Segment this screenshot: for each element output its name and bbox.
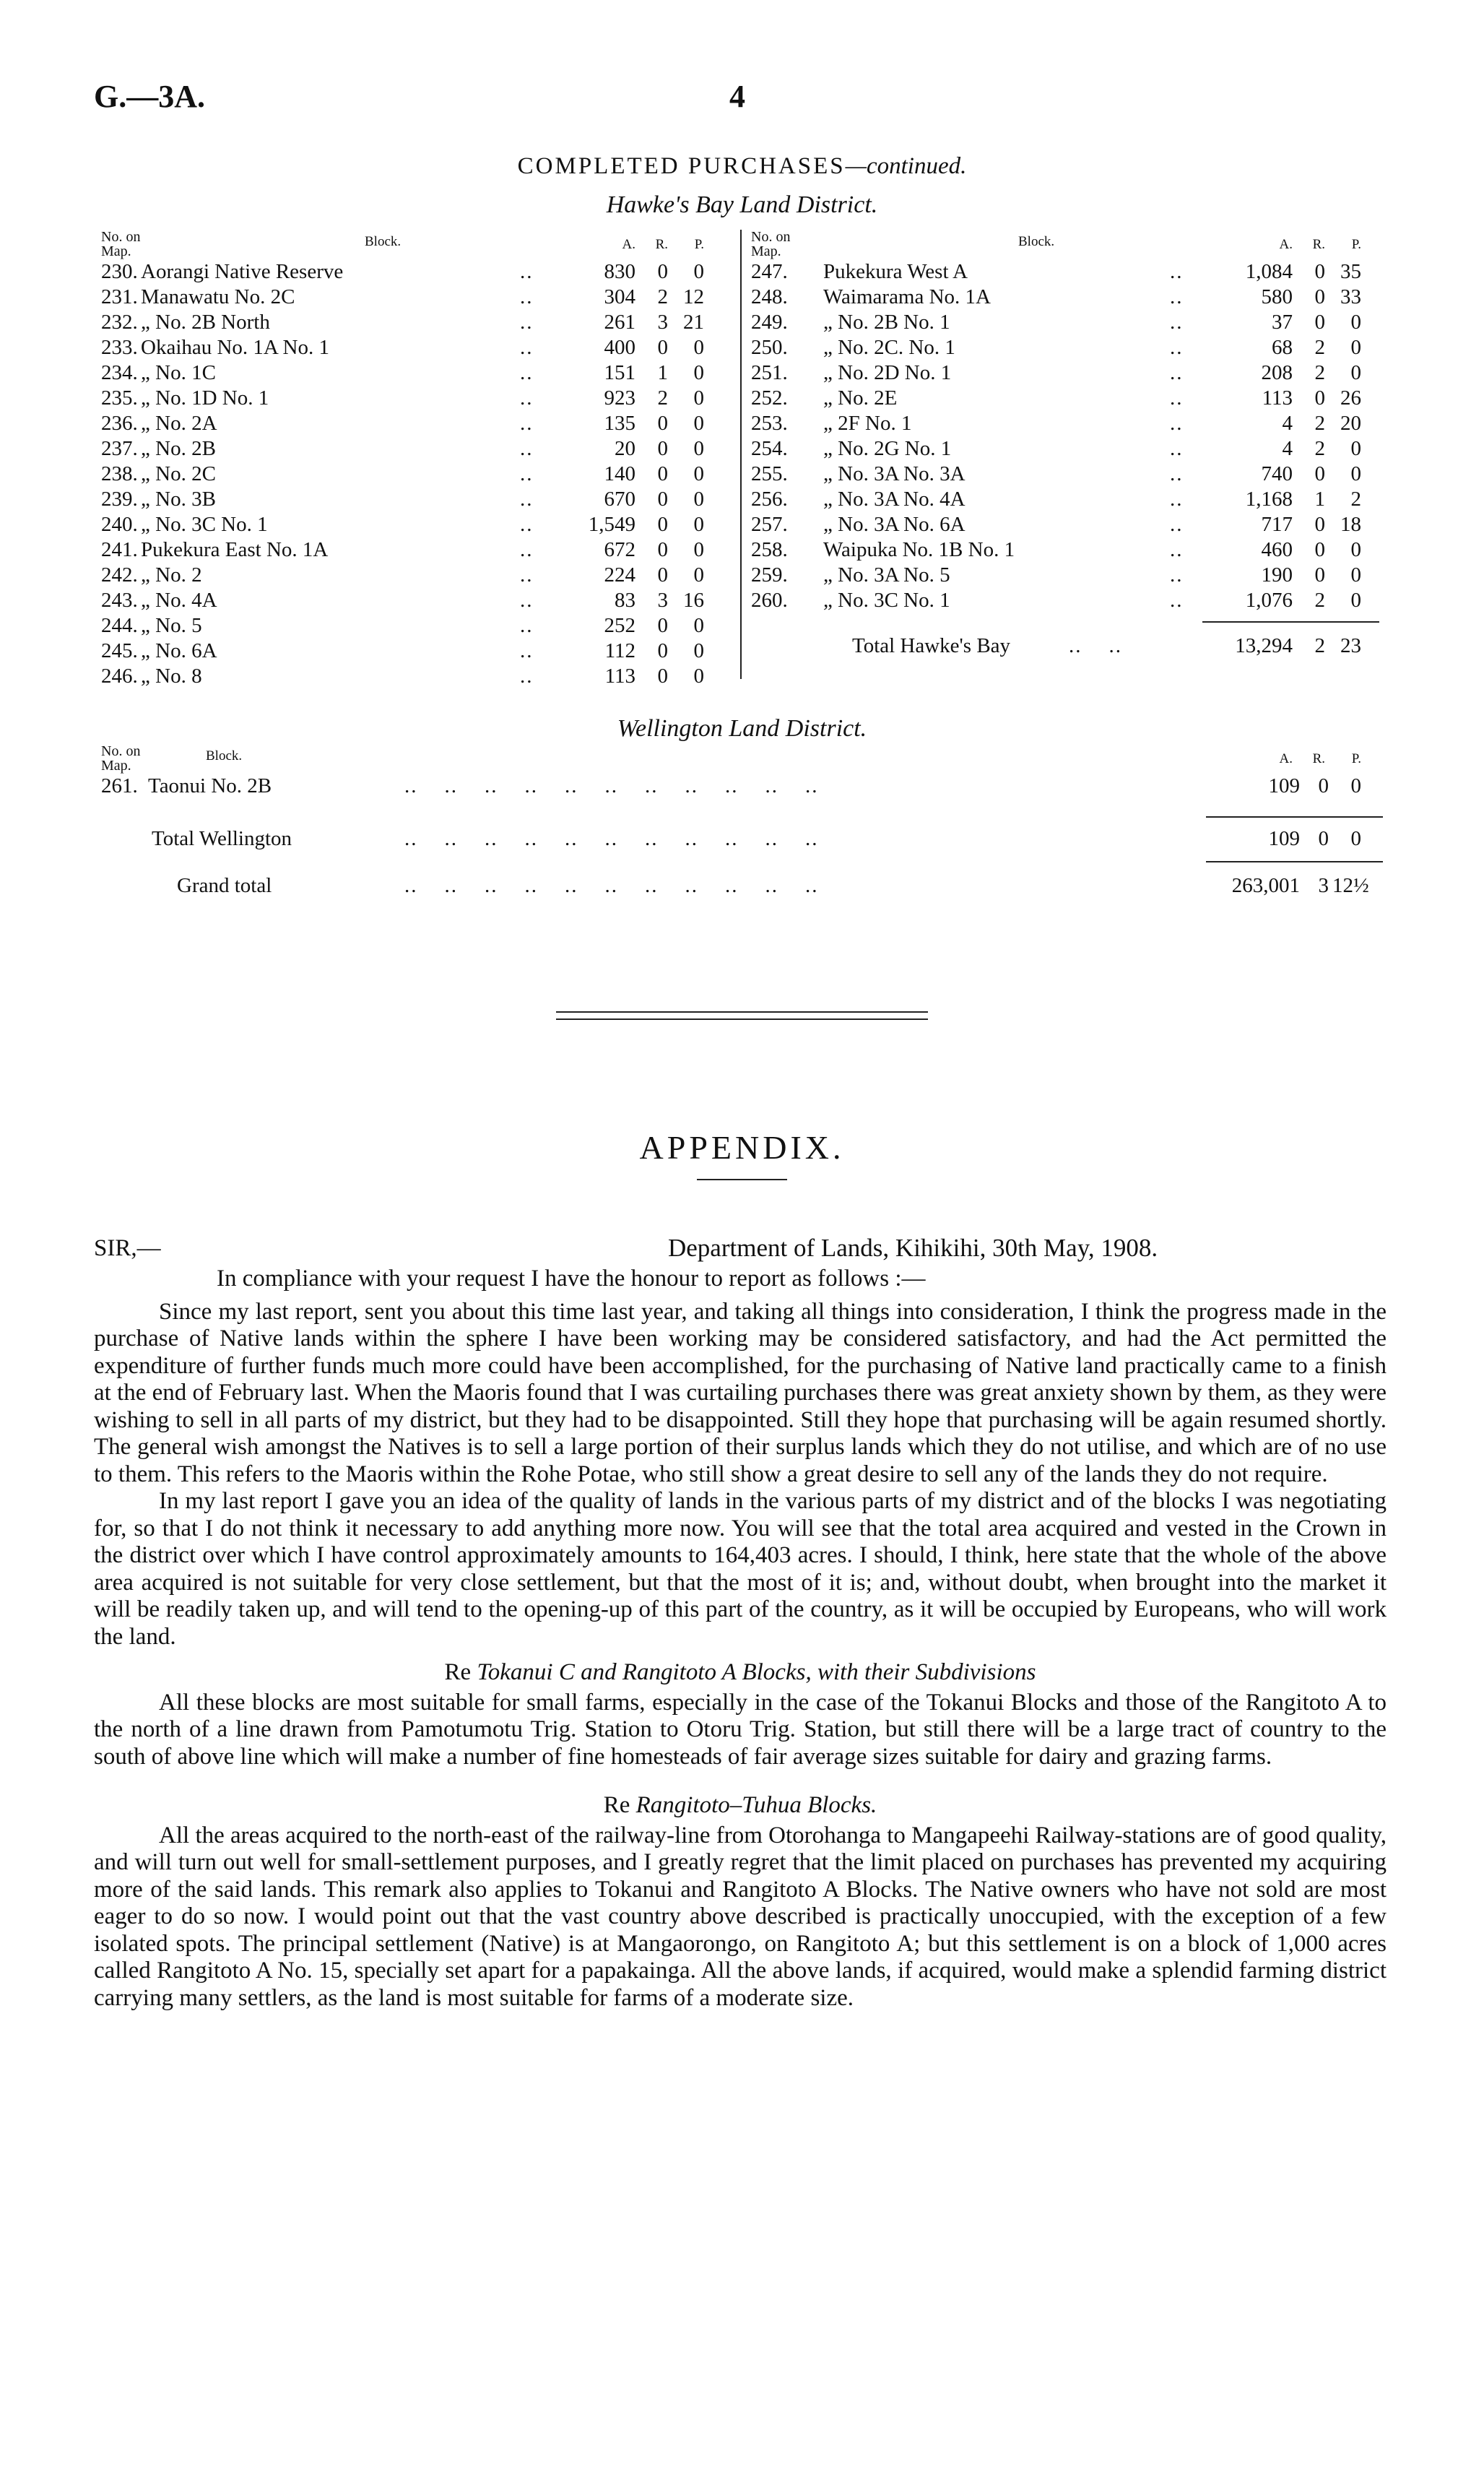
acres: 580 [1261,285,1293,308]
paragraph-1: Since my last report, sent you about this time last year, and taking all things into consideration, I think the progress made in the purchase of Native lands within the sphere I have been working may be considered satisfactory, and had the Act permitted the expenditure of further funds much more could have been accomplished, for the purchasing of Native land practically came to a finish at the end of February last. When the Maoris found that I was curtailing purchases there was great anxiety shown by them, as they were wishing to sell in all parts of my district, but they had to be disappointed. Still they hope that purchasing will be again resumed shortly. The general wish amongst the Natives is to sell a large portion of their surplus lands which they do not utilise, and which are of no use to them. This refers to the Maoris within the Rohe Potae, who still show a great desire to sell any of the lands they do not require. [94,1298,1387,1487]
leader-dots: .. [520,488,534,511]
block-name: „ No. 2B [141,437,216,460]
header-block: Block. [1018,234,1055,249]
page-number: 4 [729,79,745,114]
table-row [751,513,1387,538]
roods: 0 [657,538,668,561]
table-header [751,230,1387,260]
header-perches: P. [1351,237,1361,252]
roods: 1 [1314,488,1325,511]
perches: 0 [1350,311,1361,334]
block-name: „ No. 3A No. 5 [823,563,950,587]
table-row [751,361,1387,386]
acres: 112 [604,639,635,662]
block-name: „ No. 6A [141,639,217,662]
acres: 1,076 [1245,589,1293,612]
subheading-rangitoto-tuhua: Re Rangitoto–Tuhua Blocks. [603,1792,877,1818]
leader-dots: .. [1170,538,1184,561]
perches: 18 [1340,513,1361,536]
purchases-table-left [101,230,729,690]
district-title-hawkes-bay: Hawke's Bay Land District. [606,191,878,218]
purchases-table-right [751,229,1387,657]
perches: 0 [693,412,704,435]
leader-dots: .. [1170,488,1184,511]
map-number: 241. [101,538,138,561]
map-number: 237. [101,437,138,460]
block-name: „ No. 2C [141,462,216,485]
subheading-tokanui: Re Tokanui C and Rangitoto A Blocks, with their Subdivisions [444,1659,1036,1685]
map-number: 231. [101,285,138,308]
map-number: 248. [751,285,788,308]
acres: 140 [604,462,635,485]
block-name: Manawatu No. 2C [141,285,295,308]
header-acres: A. [622,237,635,252]
roods: 2 [1314,361,1325,384]
roods: 0 [657,462,668,485]
grand-total-roods: 3 [1318,874,1329,897]
table-row [101,437,729,462]
leader-dots: .. [520,538,534,561]
header-no-on-map: No. on Map. [101,229,141,259]
leader-dots: .. [520,513,534,536]
block-name: „ No. 2 [141,563,202,587]
leader-dots: .. [520,260,534,283]
header-no-on-map: No. on Map. [101,743,141,774]
perches: 0 [693,665,704,688]
table-row [751,437,1387,462]
block-name: „ 2F No. 1 [823,412,912,435]
leader-dots: .. [520,285,534,308]
total-perches: 23 [1340,634,1361,657]
block-name: „ No. 3A No. 6A [823,513,966,536]
table-row [101,336,729,361]
perches: 0 [693,614,704,637]
map-number: 255. [751,462,788,485]
acres: 109 [1268,774,1300,797]
header-block: Block. [365,234,402,249]
section-title-continued: —continued. [845,153,967,179]
header-acres: A. [1279,751,1293,766]
roods: 0 [657,563,668,587]
header-perches: P. [1351,751,1361,766]
total-acres: 13,294 [1235,634,1293,657]
acres: 113 [1262,386,1293,410]
table-row [751,488,1387,513]
map-number: 254. [751,437,788,460]
roods: 3 [657,589,668,612]
paragraph-3: All these blocks are most suitable for small farms, especially in the case of the Tokanui Blocks and those of the Rangitoto A to the north of a line drawn from Pamotumotu Trig. Station to Otoru Trig. Station, but still there will be a large tract of country to the south of above line which will make a number of fine homesteads of fair average sizes suitable for dairy and grazing farms. [94,1689,1387,1770]
roods: 0 [657,488,668,511]
perches: 0 [1350,336,1361,359]
leader-dots: .. [520,412,534,435]
roods: 0 [1314,538,1325,561]
acres: 400 [604,336,635,359]
perches: 35 [1340,260,1361,283]
map-number: 251. [751,361,788,384]
total-wellington-acres: 109 [1268,827,1300,850]
salutation: SIR,— [94,1235,161,1261]
table-row [101,513,729,538]
map-number: 246. [101,665,138,688]
map-number: 250. [751,336,788,359]
map-number: 239. [101,488,138,511]
block-name: „ No. 1C [141,361,216,384]
header-acres: A. [1279,237,1293,252]
acres: 68 [1272,336,1293,359]
perches: 0 [693,361,704,384]
perches: 0 [1350,563,1361,587]
perches: 12 [683,285,704,308]
table-row [751,538,1387,563]
perches: 0 [1350,589,1361,612]
perches: 0 [693,513,704,536]
perches: 21 [683,311,704,334]
roods: 2 [1314,589,1325,612]
grand-total-rule [1206,861,1383,862]
block-name: Aorangi Native Reserve [141,260,344,283]
map-number: 242. [101,563,138,587]
table-row [101,311,729,336]
table-row [751,311,1387,336]
perches: 0 [693,336,704,359]
leader-dots: .. .. .. .. .. .. .. .. .. .. .. [404,874,819,897]
leader-dots: .. [1170,361,1184,384]
total-wellington-roods: 0 [1318,827,1329,850]
section-separator-rule [556,1018,928,1020]
roods: 0 [1314,311,1325,334]
perches: 0 [693,386,704,410]
acres: 1,549 [588,513,635,536]
district-title-wellington: Wellington Land District. [617,715,867,742]
acres: 672 [604,538,635,561]
roods: 0 [1314,563,1325,587]
roods: 0 [1318,774,1329,797]
letter-body [94,1266,1387,2012]
block-name: Pukekura East No. 1A [141,538,329,561]
header-no-on-map: No. on Map. [751,229,791,259]
leader-dots: .. [1170,412,1184,435]
acres: 1,168 [1245,488,1293,511]
total-wellington-row [101,827,1387,852]
leader-dots: .. [520,665,534,688]
block-name: „ No. 4A [141,589,217,612]
leader-dots: .. .. .. .. .. .. .. .. .. .. .. [404,774,819,797]
block-name: „ No. 3A No. 4A [823,488,966,511]
column-divider [740,230,742,679]
table-row [751,462,1387,488]
table-row [101,589,729,614]
acres: 740 [1261,462,1293,485]
section-title-main: COMPLETED PURCHASES [517,153,846,179]
map-number: 238. [101,462,138,485]
map-number: 257. [751,513,788,536]
block-name: „ No. 1D No. 1 [141,386,269,410]
perches: 0 [1350,774,1361,797]
block-name: „ No. 2G No. 1 [823,437,952,460]
leader-dots: .. [520,462,534,485]
leader-dots: .. [1170,285,1184,308]
roods: 0 [657,665,668,688]
section-title [0,153,1484,180]
leader-dots: .. [520,639,534,662]
acres: 20 [615,437,635,460]
roods: 0 [657,260,668,283]
leader-dots: .. [520,386,534,410]
table-row [751,589,1387,614]
block-name: „ No. 3A No. 3A [823,462,966,485]
map-number: 259. [751,563,788,587]
table-row [101,639,729,665]
map-number: 247. [751,260,788,283]
leader-dots: .. [520,437,534,460]
acres: 670 [604,488,635,511]
perches: 33 [1340,285,1361,308]
section-separator-rule [556,1011,928,1013]
table-row [101,614,729,639]
total-roods: 2 [1314,634,1325,657]
intro-paragraph: In compliance with your request I have the honour to report as follows :— [217,1266,926,1292]
table-row [101,488,729,513]
roods: 0 [1314,285,1325,308]
table-row [101,361,729,386]
leader-dots: .. [520,614,534,637]
table-row [101,260,729,285]
roods: 0 [1314,462,1325,485]
leader-dots: .. [520,311,534,334]
roods: 2 [657,386,668,410]
wellington-table [101,743,1387,897]
block-name: Waipuka No. 1B No. 1 [823,538,1015,561]
block-name: „ No. 2D No. 1 [823,361,952,384]
map-number: 261. [101,774,138,797]
roods: 0 [657,412,668,435]
dateline: Department of Lands, Kihikihi, 30th May, 1908. [668,1234,1158,1262]
leader-dots: .. [1170,386,1184,410]
leader-dots: .. [1170,336,1184,359]
total-wellington-label: Total Wellington [152,827,292,850]
leader-dots: .. [1170,462,1184,485]
block-name: „ No. 3C No. 1 [141,513,268,536]
leader-dots: .. [1170,311,1184,334]
block-name: „ No. 2A [141,412,217,435]
header-roods: R. [655,237,668,252]
block-name: „ No. 3C No. 1 [823,589,950,612]
document-reference: G.—3A. [94,79,205,114]
map-number: 230. [101,260,138,283]
map-number: 256. [751,488,788,511]
leader-dots: .. .. .. .. .. .. .. .. .. .. .. [404,827,819,850]
table-row [101,462,729,488]
table-row [101,386,729,412]
map-number: 244. [101,614,138,637]
perches: 0 [693,538,704,561]
block-name: „ No. 5 [141,614,202,637]
acres: 190 [1261,563,1293,587]
roods: 2 [1314,336,1325,359]
table-row [101,665,729,690]
acres: 224 [604,563,635,587]
map-number: 252. [751,386,788,410]
acres: 83 [615,589,635,612]
perches: 0 [1350,462,1361,485]
roods: 2 [1314,437,1325,460]
wellington-row [101,774,1387,800]
map-number: 258. [751,538,788,561]
leader-dots: .. [1170,589,1184,612]
header-block: Block. [206,748,243,764]
leader-dots: .. [520,361,534,384]
acres: 304 [604,285,635,308]
total-rule [1202,621,1379,623]
paragraph-2: In my last report I gave you an idea of the quality of lands in the various parts of my district and of the blocks I was negotiating for, so that I do not think it necessary to add anything more now. You will see that the total area acquired and vested in the Crown in the district over which I have control approximately amounts to 164,403 acres. I should, I think, here state that the whole of the above area acquired is not suitable for very close settlement, but that the most of it is; and, without doubt, when brought into the market it will be readily taken up, and will tend to the opening-up of this part of the country, as it will be occupied by Europeans, who will work the land. [94,1488,1387,1650]
leader-dots: .. [1170,563,1184,587]
perches: 20 [1340,412,1361,435]
grand-total-label: Grand total [177,874,272,897]
roods: 0 [657,513,668,536]
header-roods: R. [1312,237,1325,252]
table-row [751,563,1387,589]
perches: 0 [693,437,704,460]
roods: 2 [657,285,668,308]
map-number: 253. [751,412,788,435]
roods: 0 [657,437,668,460]
leader-dots: .. [1170,513,1184,536]
roods: 0 [657,336,668,359]
acres: 135 [604,412,635,435]
table-row [751,285,1387,311]
map-number: 243. [101,589,138,612]
leader-dots: .. [520,589,534,612]
acres: 261 [604,311,635,334]
perches: 0 [1350,437,1361,460]
block-name: „ No. 2B North [141,311,270,334]
block-name: Taonui No. 2B [148,774,272,797]
table-row [101,563,729,589]
leader-dots: .. [1170,260,1184,283]
block-name: „ No. 2B No. 1 [823,311,950,334]
map-number: 245. [101,639,138,662]
table-row [101,285,729,311]
perches: 0 [693,462,704,485]
roods: 3 [657,311,668,334]
total-label: Total Hawke's Bay [852,634,1011,657]
acres: 37 [1272,311,1293,334]
header-roods: R. [1312,751,1325,766]
table-row [101,538,729,563]
block-name: Waimarama No. 1A [823,285,991,308]
map-number: 234. [101,361,138,384]
acres: 1,084 [1245,260,1293,283]
acres: 208 [1261,361,1293,384]
table-row [751,336,1387,361]
perches: 0 [693,260,704,283]
perches: 0 [693,488,704,511]
table-header [101,744,1387,774]
block-name: „ No. 8 [141,665,202,688]
perches: 0 [693,563,704,587]
acres: 113 [604,665,635,688]
acres: 830 [604,260,635,283]
perches: 0 [1350,538,1361,561]
acres: 4 [1282,437,1293,460]
appendix-title: APPENDIX. [639,1129,845,1166]
acres: 4 [1282,412,1293,435]
perches: 26 [1340,386,1361,410]
roods: 2 [1314,412,1325,435]
appendix-underline [697,1179,787,1180]
map-number: 235. [101,386,138,410]
roods: 1 [657,361,668,384]
roods: 0 [657,639,668,662]
table-row [751,412,1387,437]
grand-total-row [101,874,1387,899]
map-number: 233. [101,336,138,359]
roods: 0 [657,614,668,637]
block-name: Pukekura West A [823,260,968,283]
map-number: 249. [751,311,788,334]
grand-total-acres: 263,001 [1231,874,1300,897]
acres: 923 [604,386,635,410]
table-row [101,412,729,437]
leader-dots: .. [1170,437,1184,460]
roods: 0 [1314,513,1325,536]
table-row [751,386,1387,412]
perches: 0 [1350,361,1361,384]
acres: 717 [1261,513,1293,536]
total-rule [1206,816,1383,818]
grand-total-perches: 12½ [1332,874,1369,897]
roods: 0 [1314,260,1325,283]
map-number: 236. [101,412,138,435]
leader-dots: .. [520,336,534,359]
perches: 2 [1350,488,1361,511]
map-number: 232. [101,311,138,334]
table-row [751,260,1387,285]
total-wellington-perches: 0 [1350,827,1361,850]
leader-dots: .. [520,563,534,587]
block-name: Okaihau No. 1A No. 1 [141,336,329,359]
roods: 0 [1314,386,1325,410]
acres: 252 [604,614,635,637]
map-number: 240. [101,513,138,536]
paragraph-4: All the areas acquired to the north-east of the railway-line from Otorohanga to Mangapeehi Railway-stations are of good quality, and will turn out well for small-settlement purposes, and I greatly regret that the limit placed on purchases has prevented my acquiring more of the said lands. This remark also applies to Tokanui and Rangitoto A Blocks. The Native owners who have not sold are most eager to do so now. I would point out that the vast country above described is practically unoccupied, with the exception of a few isolated spots. The principal settlement (Native) is at Mangaorongo, on Rangitoto A; but this settlement is on a block of 1,000 acres called Rangitoto A No. 15, specially set apart for a papakainga. All the above lands, if acquired, would make a splendid farming district carrying many settlers, as the land is most suitable for farms of a moderate size. [94,1822,1387,2011]
perches: 0 [693,639,704,662]
perches: 16 [683,589,704,612]
acres: 151 [604,361,635,384]
header-perches: P. [694,237,704,252]
acres: 460 [1261,538,1293,561]
block-name: „ No. 2E [823,386,898,410]
total-hawkes-bay-row [751,634,1387,659]
leader-dots: .. .. [1069,634,1122,657]
table-header [101,230,729,260]
block-name: „ No. 2C. No. 1 [823,336,955,359]
map-number: 260. [751,589,788,612]
block-name: „ No. 3B [141,488,216,511]
